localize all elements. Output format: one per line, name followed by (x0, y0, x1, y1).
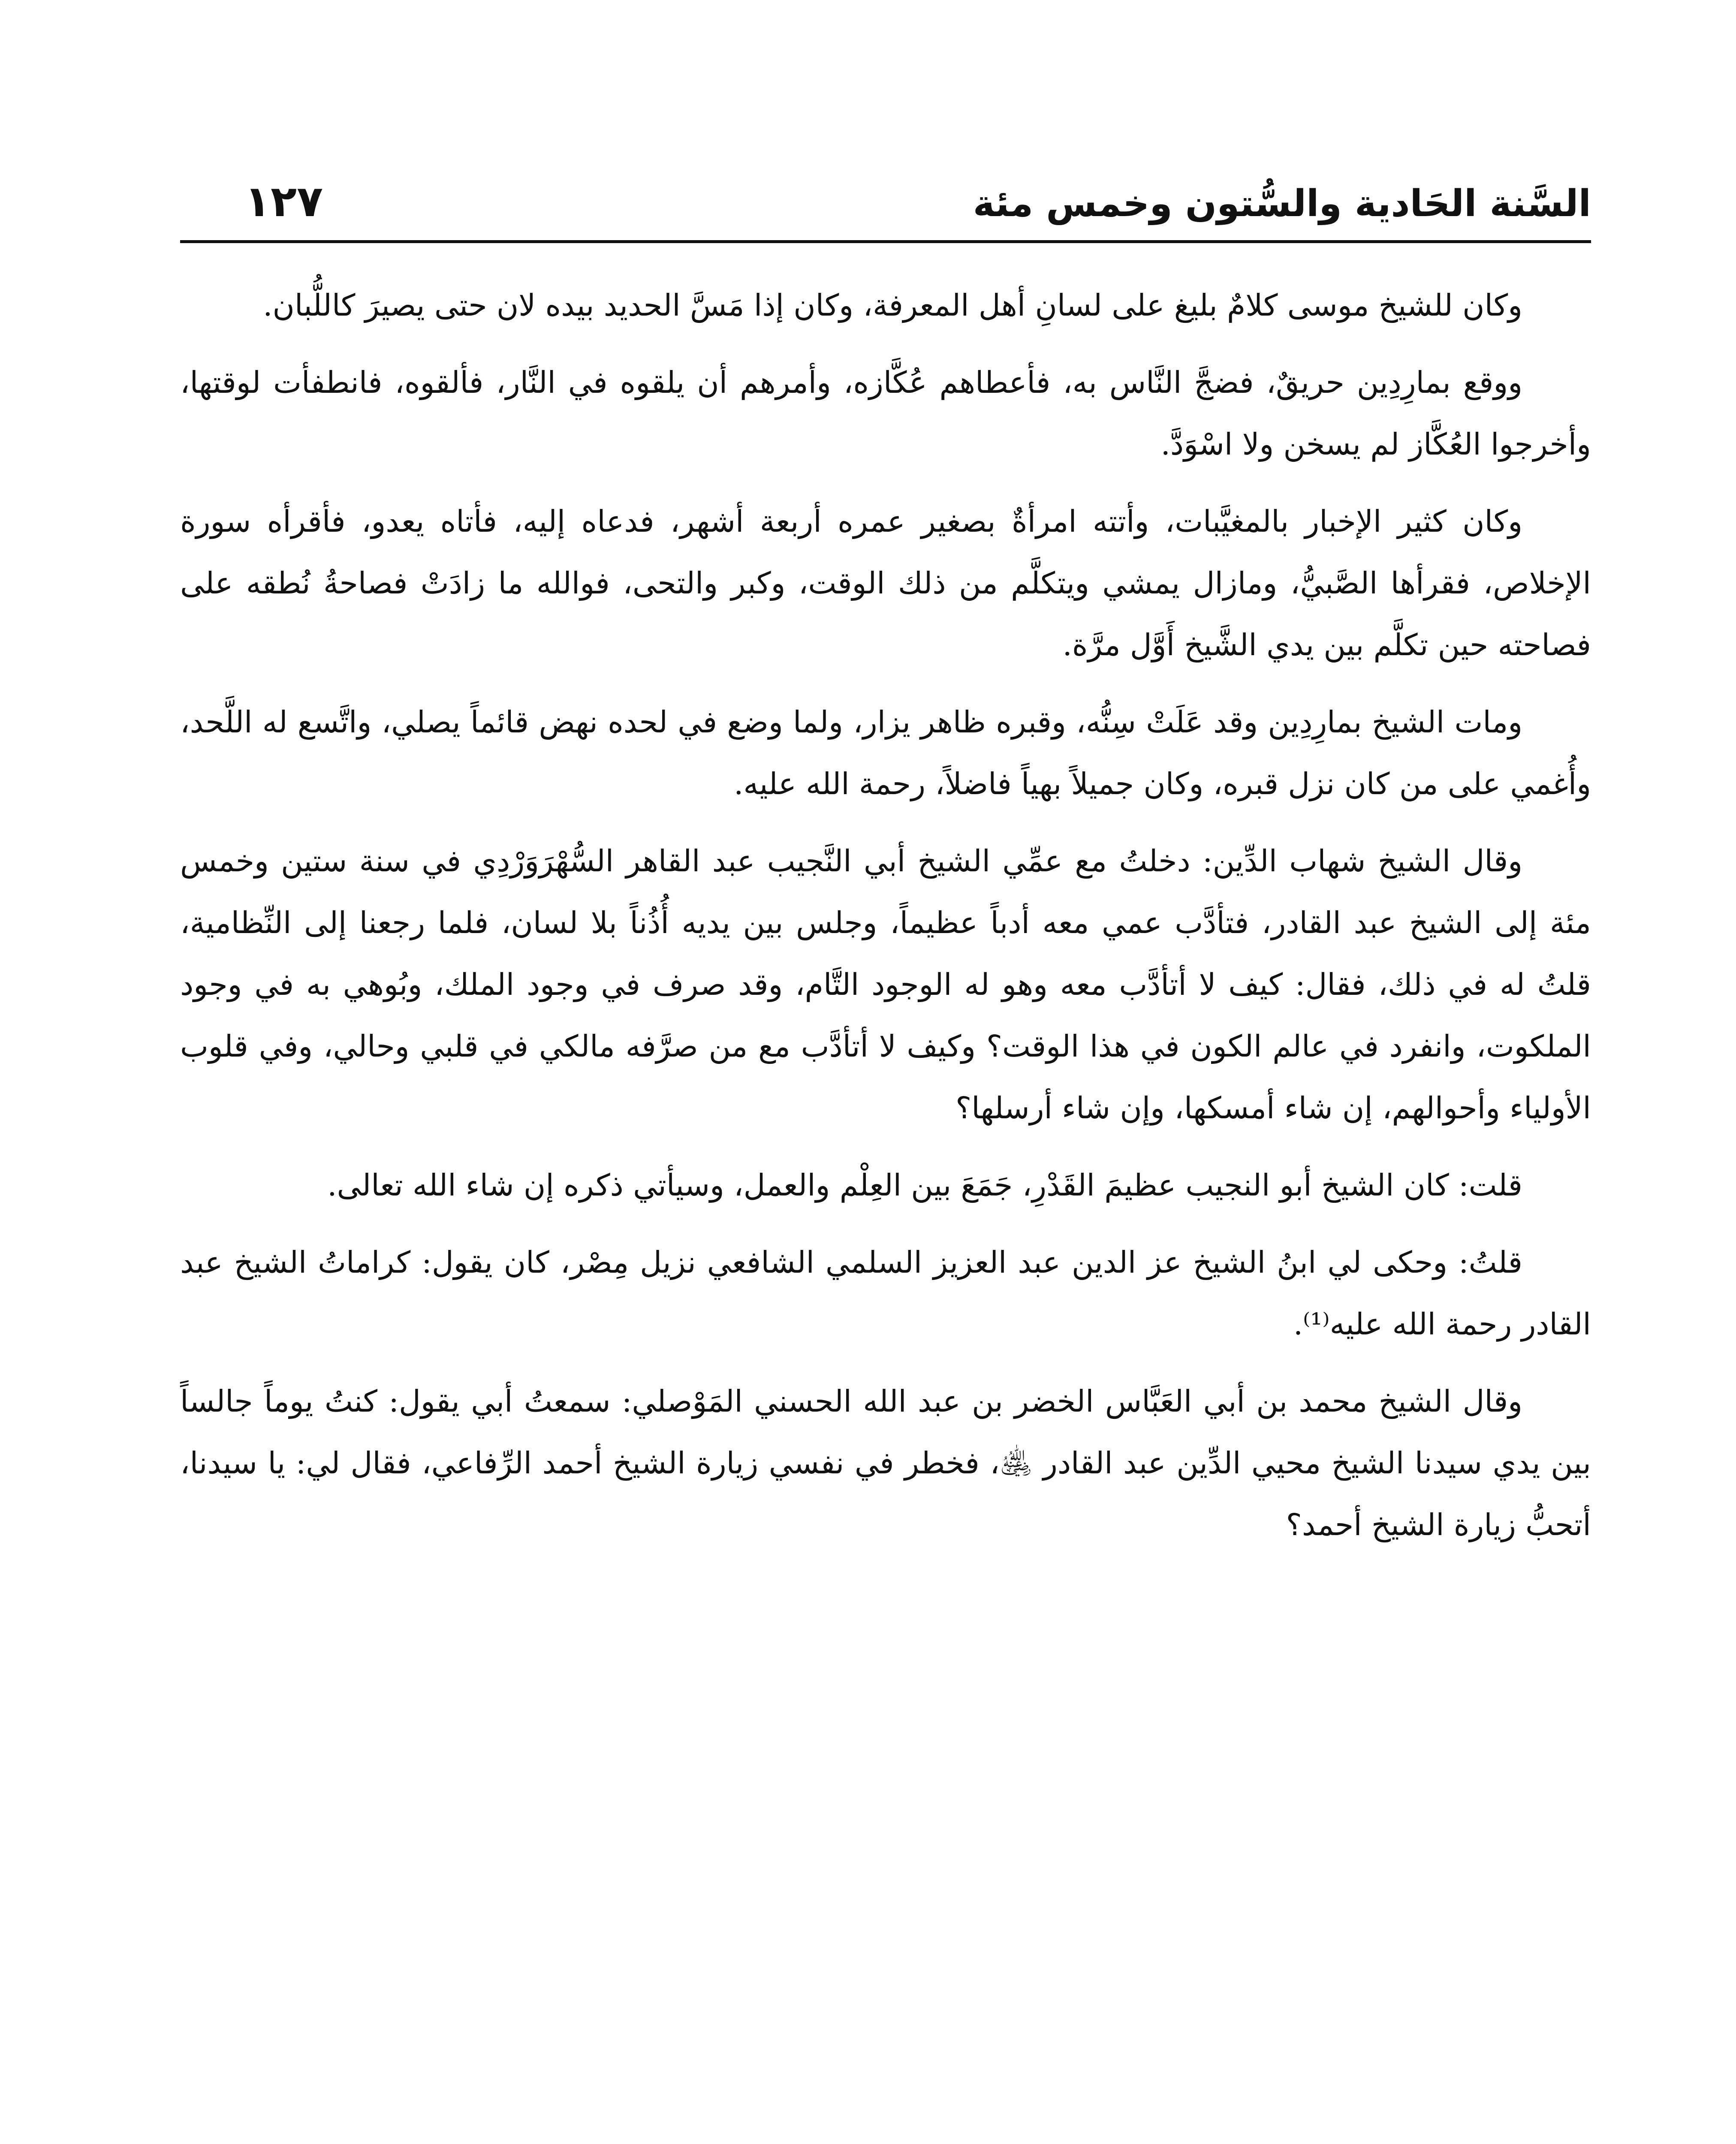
paragraph: وكان للشيخ موسى كلامٌ بليغ على لسانِ أهل المعرفة، وكان إذا مَسَّ الحديد بيده لان حتى يصيرَ كاللُّبان. (263, 288, 1522, 323)
running-title: السَّنة الحَادية والسُّتون وخمس مئة (973, 182, 1591, 225)
paragraph: قلت: كان الشيخ أبو النجيب عظيمَ القَدْرِ، جَمَعَ بين العِلْم والعمل، وسيأتي ذكره إن شاء الله تعالى. (327, 1168, 1522, 1203)
paragraph: ووقع بمارِدِين حريقٌ، فضجَّ النَّاس به، فأعطاهم عُكَّازه، وأمرهم أن يلقوه في النَّار، فألقوه، فانطفأت لوقتها، وأخرجوا العُكَّاز لم يسخن ولا اسْوَدَّ. (180, 365, 1591, 462)
paragraph: وقال الشيخ محمد بن أبي العَبَّاس الخضر بن عبد الله الحسني المَوْصلي: سمعتُ أبي يقول: كنتُ يوماً جالساً بين يدي سيدنا الشيخ محيي الدِّين عبد القادر ﵁، فخطر في نفسي زيارة الشيخ أحمد الرِّفاعي، فقال لي: يا سيدنا، أتحبُّ زيارة الشيخ أحمد؟ (180, 1384, 1591, 1542)
paragraph: وقال الشيخ شهاب الدِّين: دخلتُ مع عمِّي الشيخ أبي النَّجيب عبد القاهر السُّهْرَوَرْدِي في سنة ستين وخمس مئة إلى الشيخ عبد القادر، فتأدَّب عمي معه أدباً عظيماً، وجلس بين يديه أُذُناً بلا لسان، فلما رجعنا إلى النِّظامية، قلتُ له في ذلك، فقال: كيف لا أتأدَّب معه وهو له الوجود التَّام، وقد صرف في وجود الملك، وبُوهي به في وجود الملكوت، وانفرد في عالم الكون في هذا الوقت؟ وكيف لا أتأدَّب مع من صرَّفه مالكي في قلبي وحالي، وفي قلوب الأولياء وأحوالهم، إن شاء أمسكها، وإن شاء أرسلها؟ (180, 843, 1591, 1126)
page-header (180, 169, 1591, 242)
paragraph: قلتُ: وحكى لي ابنُ الشيخ عز الدين عبد العزيز السلمي الشافعي نزيل مِصْر، كان يقول: كراماتُ الشيخ عبد القادر رحمة الله عليه⁽¹⁾. (180, 1245, 1591, 1342)
body-text (180, 274, 1591, 1571)
paragraph: وكان كثير الإخبار بالمغيَّبات، وأتته امرأةٌ بصغير عمره أربعة أشهر، فدعاه إليه، فأتاه يعدو، فأقرأه سورة الإخلاص، فقرأها الصَّبيُّ، ومازال يمشي ويتكلَّم من ذلك الوقت، وكبر والتحى، فوالله ما زادَتْ فصاحةُ نُطقه على فصاحته حين تكلَّم بين يدي الشَّيخ أَوَّل مرَّة. (180, 504, 1591, 662)
paragraph: ومات الشيخ بمارِدِين وقد عَلَتْ سِنُّه، وقبره ظاهر يزار، ولما وضع في لحده نهض قائماً يصلي، واتَّسع له اللَّحد، وأُغمي على من كان نزل قبره، وكان جميلاً بهياً فاضلاً، رحمة الله عليه. (180, 705, 1591, 801)
page-number: ١٢٧ (244, 176, 323, 226)
header-rule (180, 240, 1591, 243)
